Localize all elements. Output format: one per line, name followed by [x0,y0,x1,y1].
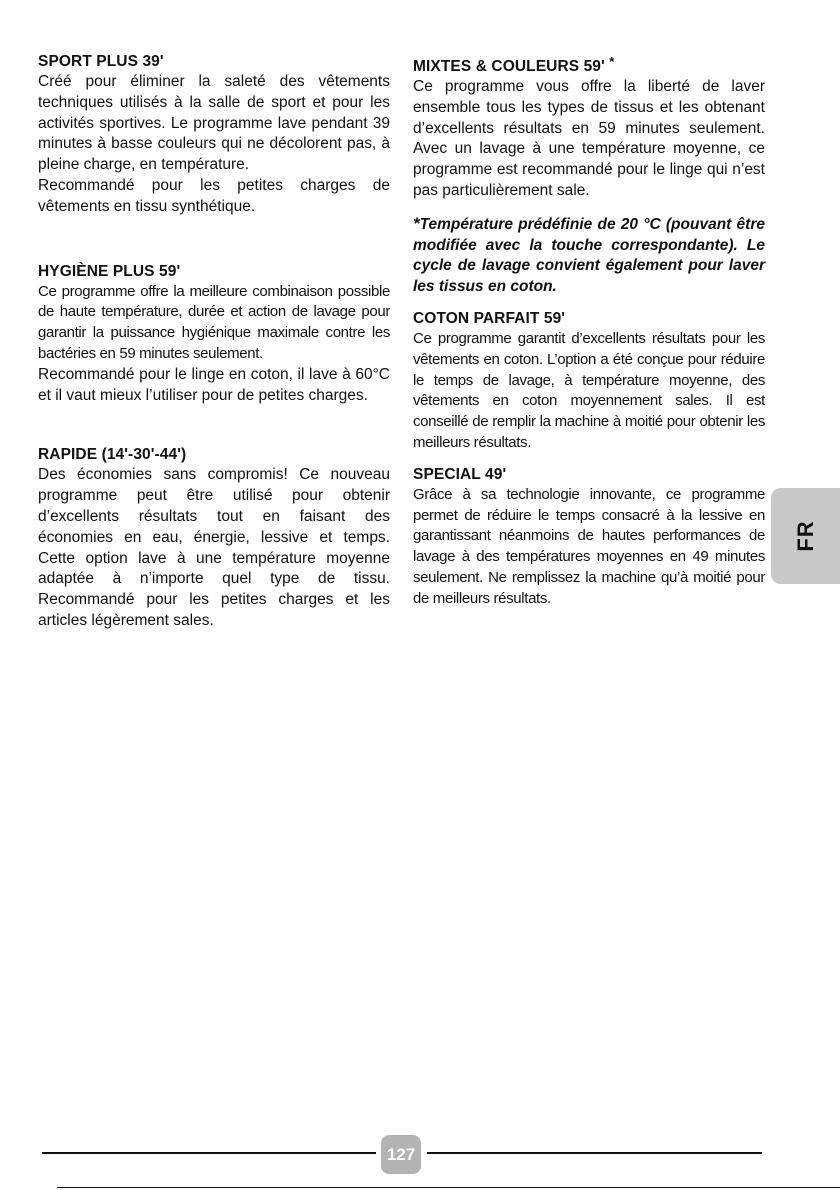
footer-rule-left [42,1152,376,1154]
page-number: 127 [381,1135,421,1174]
asterisk-mark: * [609,54,615,69]
section-text: Recommandé pour le linge en coton, il lave à 60°C et il vaut mieux l’utiliser pour de petites charges. [38,365,390,404]
section-text: Grâce à sa technologie innovante, ce programme permet de réduire le temps consacré à la lessive en garantissant néanmoins de hautes performances de lavage à des températures moyennes en 49 minutes seulement. Ne remplissez la machine qu’à moitié pour de meilleurs résultats. [413,485,765,607]
language-tab [771,488,840,584]
language-label: FR [792,520,818,552]
section-text: Recommandé pour les petites charges de vêtements en tissu synthétique. [38,176,390,215]
section-title: RAPIDE (14'-30'-44') [38,446,187,464]
section-hygiene-plus [38,262,390,407]
section-text: Ce programme offre la meilleure combinaison possible de haute température, durée et action de lavage pour garantir la puissance hygiénique maximale contre les bactéries en 59 minutes seulement. [38,282,390,362]
section-title: SPECIAL 49' [413,465,507,483]
section-title: MIXTES & COULEURS 59' * [413,54,615,75]
section-title: SPORT PLUS 39' [38,53,164,70]
section-mixtes-couleurs [413,52,765,202]
left-column [38,52,390,632]
section-rapide [38,445,390,631]
right-column [413,52,765,610]
section-title: COTON PARFAIT 59' [413,309,566,327]
bottom-rule [57,1187,840,1188]
section-special [413,465,765,610]
section-text: Ce programme vous offre la liberté de laver ensemble tous les types de tissus et les obtenant d’excellents résultats en 59 minutes seulement. Avec un lavage à une température moyenne, ce programme est recommandé pour le linge qui n’est pas particulièrement sale. [413,78,765,199]
section-text: Ce programme garantit d’excellents résultats pour les vêtements en coton. L’option a été conçue pour réduire le temps de lavage, à température moyenne, des vêtements en coton moyennement sales. Il est conseillé de remplir la machine à moitié pour obtenir les meilleurs résultats. [413,329,765,451]
section-title: HYGIÈNE PLUS 59' [38,262,181,280]
temperature-note [413,214,765,298]
asterisk-mark: * [413,213,420,233]
note-text: *Température prédéfinie de 20 °C (pouvant être modifiée avec la touche correspondante). Le cycle de lavage convient également pour laver les tissus en coton. [413,213,765,296]
footer-rule-right [427,1152,762,1154]
section-text: Créé pour éliminer la saleté des vêtements techniques utilisés à la salle de sport et pour les activités sportives. Le programme lave pendant 39 minutes à basse couleurs qui ne décolorent pas, à pleine charge, en température. [38,73,390,174]
section-text: Des économies sans compromis! Ce nouveau programme peut être utilisé pour obtenir d’excellents résultats tout en faisant des économies en eau, énergie, lessive et temps. Cette option lave à une température moyenne adaptée à n’importe quel type de tissu. Recommandé pour les petites charges et les articles légèrement sales. [38,466,390,629]
section-coton-parfait [413,309,765,454]
section-sport-plus [38,52,390,218]
